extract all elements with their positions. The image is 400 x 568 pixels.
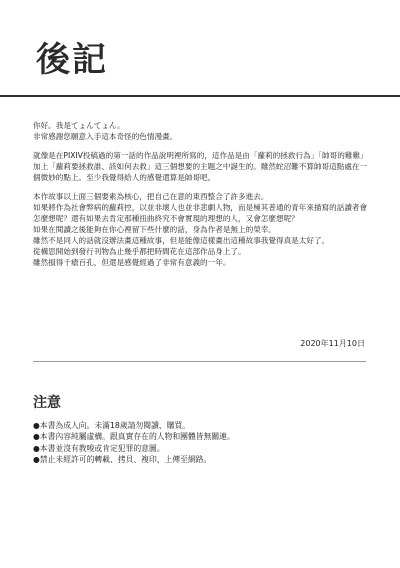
note-item-adult-only: ●本書為成人向。未滿18歲請勿閱讀、購買。 (33, 421, 191, 430)
note-item-no-reproduction: ●禁止未經許可的轉載、拷貝、複印、上傳至網路。 (33, 455, 212, 465)
afterword-date: 2020年11月10日 (300, 339, 365, 348)
section-divider (33, 361, 366, 362)
note-item-fiction: ●本書內容純屬虛構。跟真實存在的人物和團體皆無關連。 (33, 432, 235, 442)
afterword-paragraph-story: 本作故事以上面三個要素為核心，把自己在意的東西整合了許多進去。 如果將作為社會弊病的蘿莉控，以並非壞人也並非悲劇人物，而是極其普通的青年來描寫的話讀者會怎麼想呢？還有如果去肯定那種扭曲終究不會實現的理想的人，又會怎麼想呢？ 如果在閱讀之後能夠在你心裡留下些什麼的話，身為作者是無上的榮幸。 雖然不是同人的話就沒辦法畫這種故事，但是能像這樣畫出這種故事我覺得真是太好了。 從構思開始到發行刊物為止幾乎都把時間花在這部作品身上了。 雖然損得千瘡百孔，但還是感覺經過了非常有意義的一年。 (33, 192, 368, 267)
note-item-no-crime-intent: ●本書並沒有教唆或肯定犯罪的意圖。 (33, 443, 165, 453)
notes-heading: 注意 (33, 395, 61, 411)
title-divider (0, 95, 400, 97)
afterword-body (33, 120, 368, 268)
afterword-paragraph-themes: 就像是在PIXIV投稿過的第一話的作品說明裡所寫的，這作品是由「蘿莉的拯救行為」「帥哥的雞雞」加上「蘿莉要拯救誰、該如何去救」這三個想要的主題之中誕生的。雖然蛇沼難不算帥哥這點處在一個微妙的點上。至少我覺得給人的感覺還算是帥哥吧。 (33, 151, 368, 182)
page-title: 後記 (36, 40, 108, 80)
notes-list (33, 420, 368, 466)
afterword-paragraph-greeting: 你好。我是てょんてょん。 非常感謝您願意入手這本奇怪的色情漫畫。 (33, 121, 178, 141)
